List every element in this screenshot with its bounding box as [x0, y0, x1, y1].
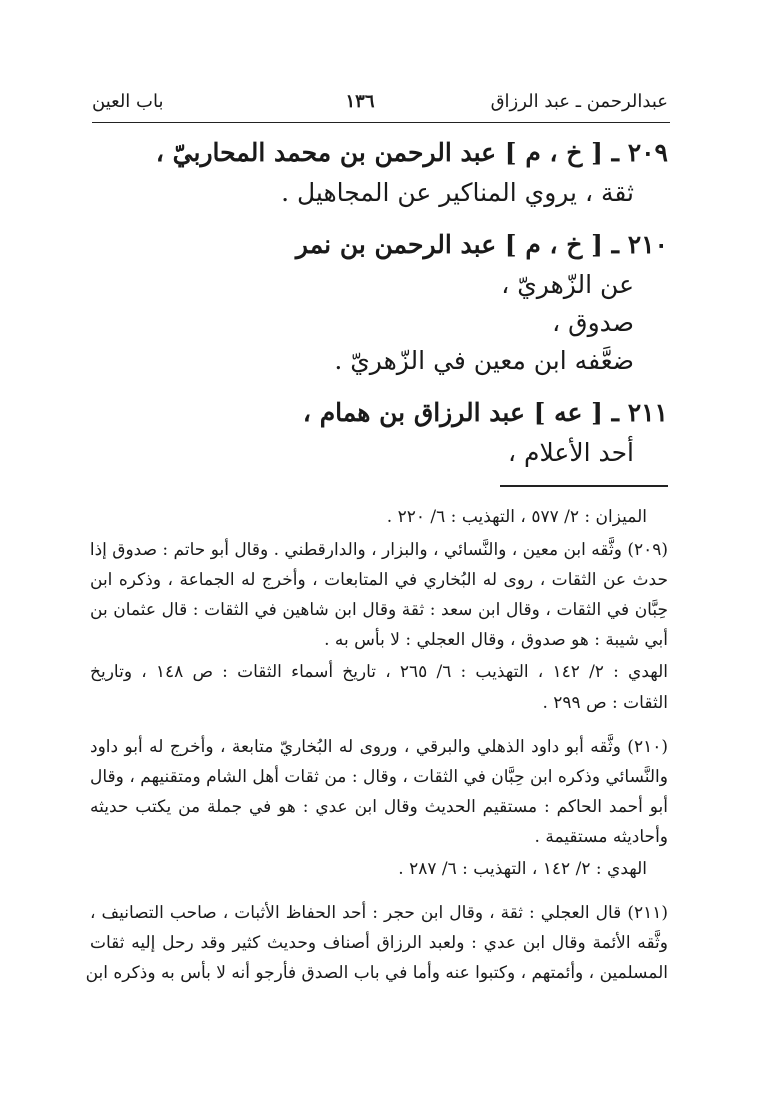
note-line: المسلمين ، وأئمتهم ، وكتبوا عنه وأما في باب الصدق فأرجو أنه لا بأس به وذكره ابن [85, 963, 668, 983]
entry-209-line-1: ٢٠٩ ـ [ خ ، م ] عبد الرحمن بن محمد المحاربيّ ، [155, 138, 668, 167]
page-number: ١٣٦ [345, 91, 375, 112]
note-line: والنَّسائي وذكره ابن حِبَّان في الثقات ، وقال : من ثقات أهل الشام ومتقنيهم ، وقال [90, 767, 668, 787]
note-line: الميزان : ٢/ ٥٧٧ ، التهذيب : ٦/ ٢٢٠ . [386, 507, 647, 527]
footnote-separator [500, 485, 668, 487]
note-line: وأحاديثه مستقيمة . [534, 827, 668, 847]
note-line: أبي شيبة : هو صدوق ، وقال العجلي : لا بأس به . [324, 630, 668, 650]
entry-211-line-1: ٢١١ ـ [ عه ] عبد الرزاق بن همام ، [302, 398, 668, 427]
note-line: حِبَّان في الثقات ، وقال ابن سعد : ثقة وقال ابن شاهين في الثقات : قال عثمان بن [90, 600, 668, 620]
note-line: (٢١١) قال العجلي : ثقة ، وقال ابن حجر : أحد الحفاظ الأثبات ، صاحب التصانيف ، [90, 903, 668, 923]
entry-210-line-3: صدوق ، [552, 308, 634, 337]
entry-210-line-4: ضعَّفه ابن معين في الزّهريّ . [334, 346, 634, 375]
entry-211-line-2: أحد الأعلام ، [507, 438, 634, 467]
running-head-title: عبدالرحمن ـ عبد الرزاق [490, 91, 668, 112]
note-line: الثقات : ص ٢٩٩ . [542, 693, 668, 713]
entry-210-line-2: عن الزّهريّ ، [501, 270, 634, 299]
note-line: حدث عن الثقات ، روى له البُخاري في المتابعات ، وأخرج له الجماعة ، وذكره ابن [90, 570, 668, 590]
note-line: (٢١٠) وثَّقه أبو داود الذهلي والبرقي ، وروى له البُخاريّ متابعة ، وأخرج له أبو داود [90, 737, 668, 757]
running-head-chapter: باب العين [92, 91, 164, 112]
note-line: أبو أحمد الحاكم : مستقيم الحديث وقال ابن عدي : هو في جملة من يكتب حديثه [90, 797, 668, 817]
note-line: وثَّقه الأئمة وقال ابن عدي : ولعبد الرزاق أصناف وحديث كثير وقد رحل إليه ثقات [90, 933, 668, 953]
note-line: الهدي : ٢/ ١٤٢ ، التهذيب : ٦/ ٢٦٥ ، تاريخ أسماء الثقات : ص ١٤٨ ، وتاريخ [90, 662, 668, 682]
header-rule [92, 122, 670, 123]
entry-210-line-1: ٢١٠ ـ [ خ ، م ] عبد الرحمن بن نمر [295, 230, 668, 259]
entry-209-line-2: ثقة ، يروي المناكير عن المجاهيل . [281, 178, 634, 207]
note-line: (٢٠٩) وثَّقه ابن معين ، والنَّسائي ، والبزار ، والدارقطني . وقال أبو حاتم : صدوق إذا [89, 540, 668, 560]
note-line: الهدي : ٢/ ١٤٢ ، التهذيب : ٦/ ٢٨٧ . [398, 859, 647, 879]
